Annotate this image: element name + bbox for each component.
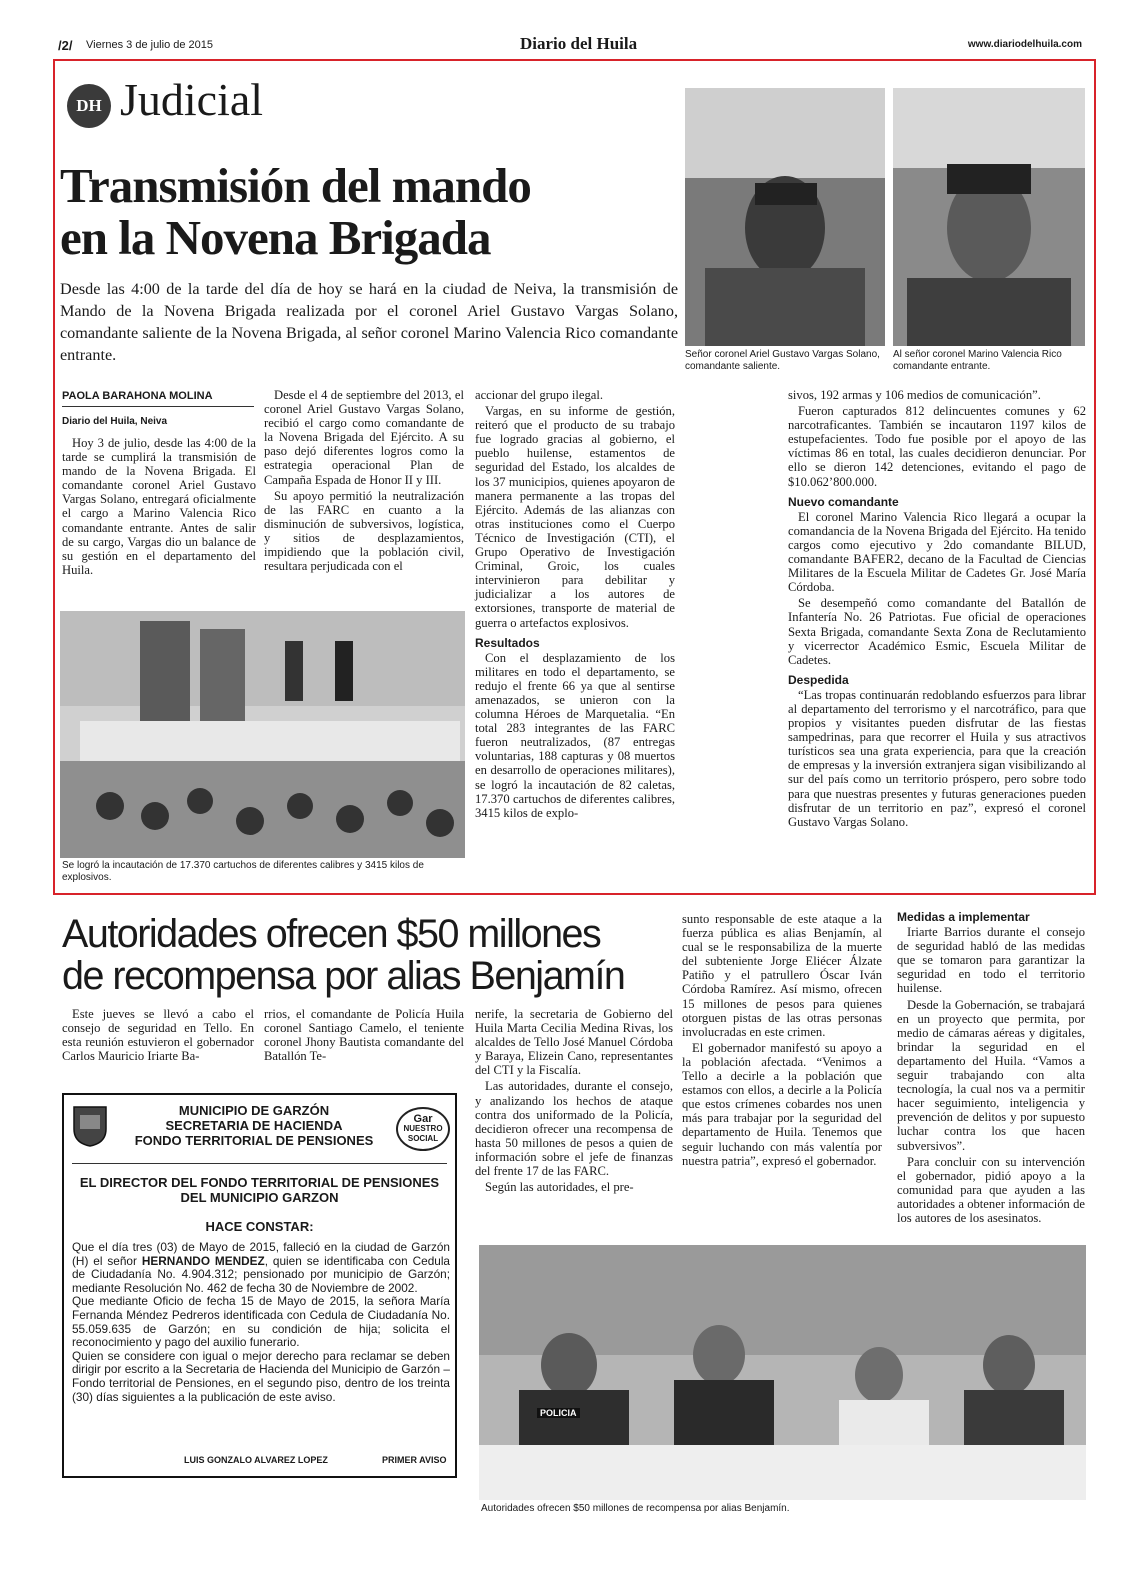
weapons-photo (60, 611, 465, 858)
article1-col2: Desde el 4 de septiembre del 2013, el coronel Ariel Gustavo Vargas Solano, recibió el cargo como comandante de la Novena Brigada del Ejército. A su paso dejó diferentes logros como la estrategia operacional Plan de Campaña Espada de Honor II y III. Su apoyo permitió la neutralización de las FARC en cuanto a la disminución de subversivos, logística, y sitios de desplazamientos, impidiendo que la población civil, resultara perjudicada con el (264, 388, 464, 574)
page-header (54, 36, 1094, 56)
article2-col5: Medidas a implementar Iriarte Barrios durante el consejo de seguridad habló de las medidas que se tomaron para garantizar la seguridad en todo el territorio huilense. Desde la Gobernación, se trabajará en un proyecto que permita, por medio de cámaras aéreas y digitales, brindar la seguridad en el departamento del Huila. “Vamos a seguir trabajando con alta tecnología, la cual nos va a permitir hacer seguimiento, inteligencia y prevención de delitos y por supuesto luchar contra los que hacen subversivos”. Para concluir con su intervención el gobernador, pidió apoyo a la comunidad para que ayuden a las autoridades a obtener información de los autores de los asesinatos. (897, 910, 1085, 1225)
meeting-photo-image (479, 1245, 1086, 1500)
masthead: Diario del Huila (520, 34, 638, 53)
article-lead: Desde las 4:00 de la tarde del día de hoy se hará en la ciudad de Neiva, la transmisión de Mando de la Novena Brigada realizada por el coronel Ariel Gustavo Vargas Solano, comandante saliente de la Novena Brigada, al señor coronel Marino Valencia Rico comandante entrante. (60, 280, 678, 364)
article1-col4: sivos, 192 armas y 106 medios de comunicación”. Fueron capturados 812 delincuentes comunes y 62 narcotraficantes. También se incautaron 1197 kilos de estupefacientes. Todo fue posible por el apoyo de las víctimas 86 en total, las cuales decidieron denunciar. Por ello se dieron 142 detenciones, evitando el pago de $10.062’800.000. Nuevo comandante El coronel Marino Valencia Rico llegará a ocupar la comandancia de la Novena Brigada del Ejército. Ha tenido cargos como ejecutivo y 2do comandante BILUD, comandante BAFER2, decano de la Facultad de Ciencias Militares de la Escuela Militar de Cadetes Gr. José María Córdoba. Se desempeñó como comandante del Batallón de Infantería No. 26 Patriotas. Fue oficial de operaciones Sexta Brigada, comandante Sexta Zona de Reclutamiento y vicerrector Académico Esmic, Escuela Militar de Cadetes. Despedida “Las tropas continuarán redoblando esfuerzos para librar al departamento del terrorismo y el narcotráfico, para que propios y visitantes pueden disfrutar de las fiestas sampedrinas, para que recorrer el Huila y sus atractivos turísticos sea una grata experiencia, para que la creación de empresas y la inversión extranjera sigan visibilizando al sur del país como un territorio próspero, pero sobre todo para que nuestras presentes y futuras generaciones pueden disfrutar de un territorio en paz”, expresó el coronel Gustavo Vargas Solano. (788, 388, 1086, 829)
page-number: /2/ (58, 38, 73, 53)
caption-incoming: Al señor coronel Marino Valencia Rico comandante entrante. (893, 349, 1062, 372)
coat-of-arms-icon (72, 1105, 108, 1147)
section-title: Judicial (120, 74, 264, 125)
page-date: Viernes 3 de julio de 2015 (86, 39, 214, 51)
site-url[interactable]: www.diariodelhuila.com (967, 39, 1082, 50)
notice-body: Que el día tres (03) de Mayo de 2015, falleció en la ciudad de Garzón (H) el señor HERNANDO MENDEZ, quien se identificaba con Cedula de Ciudadanía No. 4.904.312; pensionado por municipio de Garzón; mediante Resolución No. 462 de fecha 30 de Noviembre de 2002. Que mediante Oficio de fecha 15 de Mayo de 2015, la señora María Fernanda Méndez Pedreros identificada con Cedula de Ciudadanía No. 55.059.635 de Garzón; en su condición de hija; solicita el reconocimiento y pago del auxilio funerario. Quien se considere con igual o mejor derecho para reclamar se deben dirigir por escrito a la Secretaria de Hacienda del Municipio de Garzón – Fondo territorial de Pensiones, en el segundo piso, dentro de los treinta (30) días siguientes a la publicación de este aviso. (72, 1240, 450, 1404)
portrait-outgoing-image (685, 88, 885, 346)
weapons-photo-image (60, 611, 465, 858)
notice-hace-constar: HACE CONSTAR: (205, 1219, 314, 1234)
article2-col1: Este jueves se llevó a cabo el consejo de seguridad en Tello. En esta reunión estuvieron el gobernador Carlos Mauricio Iriarte Ba- (62, 1007, 254, 1064)
notice-signer: LUIS GONZALO ALVAREZ LOPEZ (184, 1455, 328, 1465)
notice-title: MUNICIPIO DE GARZÓN SECRETARIA DE HACIENDA FONDO TERRITORIAL DE PENSIONES (134, 1103, 374, 1148)
caption-meeting: Autoridades ofrecen $50 millones de recompensa por alias Benjamín. (481, 1503, 790, 1514)
byline: PAOLA BARAHONA MOLINA (62, 390, 254, 407)
dateline: Diario del Huila, Neiva (62, 416, 168, 427)
article1-col1: Hoy 3 de julio, desde las 4:00 de la tarde se cumplirá la transmisión de mando de la Novena Brigada. El comandante coronel Ariel Gustavo Vargas Solano, entregará oficialmente el cargo a Marino Valencia Rico comandante entrante. Antes de salir de su cargo, Vargas dio un balance de su gestión en el departamento del Huila. (62, 436, 256, 577)
garzon-social-logo: Gar NUESTRO SOCIAL (396, 1107, 450, 1151)
article-headline: Transmisión del mando en la Novena Brigada (60, 158, 531, 265)
article1-col3: accionar del grupo ilegal. Vargas, en su informe de gestión, reiteró que el producto de su trabajo fue logrado gracias al gobierno, el pueblo huilense, estamentos de seguridad del Estado, los alcaldes de los 37 municipios, quienes apoyaron de manera permanente a las tropas del Ejército. Además de las alianzas con otras instituciones como el Cuerpo Técnico de Investigación (CTI), el Grupo Operativo de Investigación Criminal, Groic, los cuales intervinieron para debilitar y judicializar a los autores de extorsiones, transporte de material de guerra o artefactos explosivos. Resultados Con el desplazamiento de los militares en todo el departamento, se redujo el frente 66 ya que al sentirse amenazados, se unieron con la columna Héroes de Marquetalia. “En total 283 integrantes de las FARC fueron neutralizados, (87 entregas voluntarias, 188 capturas y 08 muertos en desarrollo de operaciones militares), se logró la incautación de 82 caletas, 17.370 cartuchos de diferentes calibres, 3415 kilos de explo- (475, 388, 675, 820)
meeting-photo (479, 1245, 1086, 1500)
article2-col2: rrios, el comandante de Policía Huila coronel Santiago Camelo, el teniente coronel Jhony Bautista comandante del Batallón Te- (264, 1007, 464, 1064)
legal-notice (62, 1093, 457, 1478)
portrait-outgoing-commander (685, 88, 885, 346)
article2-headline: Autoridades ofrecen $50 millones de recompensa por alias Benjamín (62, 912, 625, 998)
notice-director: EL DIRECTOR DEL FONDO TERRITORIAL DE PENSIONES DEL MUNICIPIO GARZON (79, 1175, 440, 1205)
article2-col4: sunto responsable de este ataque a la fuerza pública es alias Benjamín, al cual se le responsabiliza de la muerte del subteniente Jorge Eliécer Álzate Patiño y el patrullero Óscar Iván Córdoba Ramírez. Así mismo, ofrecen 15 millones de pesos para quienes otorguen pistas de las otras personas involucradas en este crimen. El gobernador manifestó su apoyo a la población afectada. “Venimos a Tello a decirle a la población que estamos con ellos, a decirle a la Policía que estos crímenes cobardes nos unen más para trabajar por la seguridad del departamento de Huila. Tenemos que seguir luchando con más valentía por nuestra patria”, expresó el gobernador. (682, 912, 882, 1168)
portrait-incoming-image (893, 88, 1085, 346)
caption-weapons: Se logró la incautación de 17.370 cartuchos de diferentes calibres y 3415 kilos de explosivos. (62, 860, 424, 883)
notice-divider (72, 1163, 447, 1164)
portrait-incoming-commander (893, 88, 1085, 346)
section-logo: DH (67, 84, 111, 128)
caption-outgoing: Señor coronel Ariel Gustavo Vargas Solano, comandante saliente. (685, 349, 880, 372)
notice-aviso: PRIMER AVISO (382, 1455, 447, 1465)
police-plate: POLICIA (537, 1408, 580, 1418)
article2-col3: nerife, la secretaria de Gobierno del Huila Marta Cecilia Medina Rivas, los alcaldes de Tello José Manuel Córdoba y Baraya, Elizein Cano, representantes del CTI y la Fiscalía. Las autoridades, durante el consejo, y analizando los hechos de ataque contra dos uniformado de la Policía, decidieron ofrecer una recompensa de hasta 50 millones de pesos a quien de información sobre el jefe de finanzas del frente 17 de las FARC. Según las autoridades, el pre- (475, 1007, 673, 1195)
